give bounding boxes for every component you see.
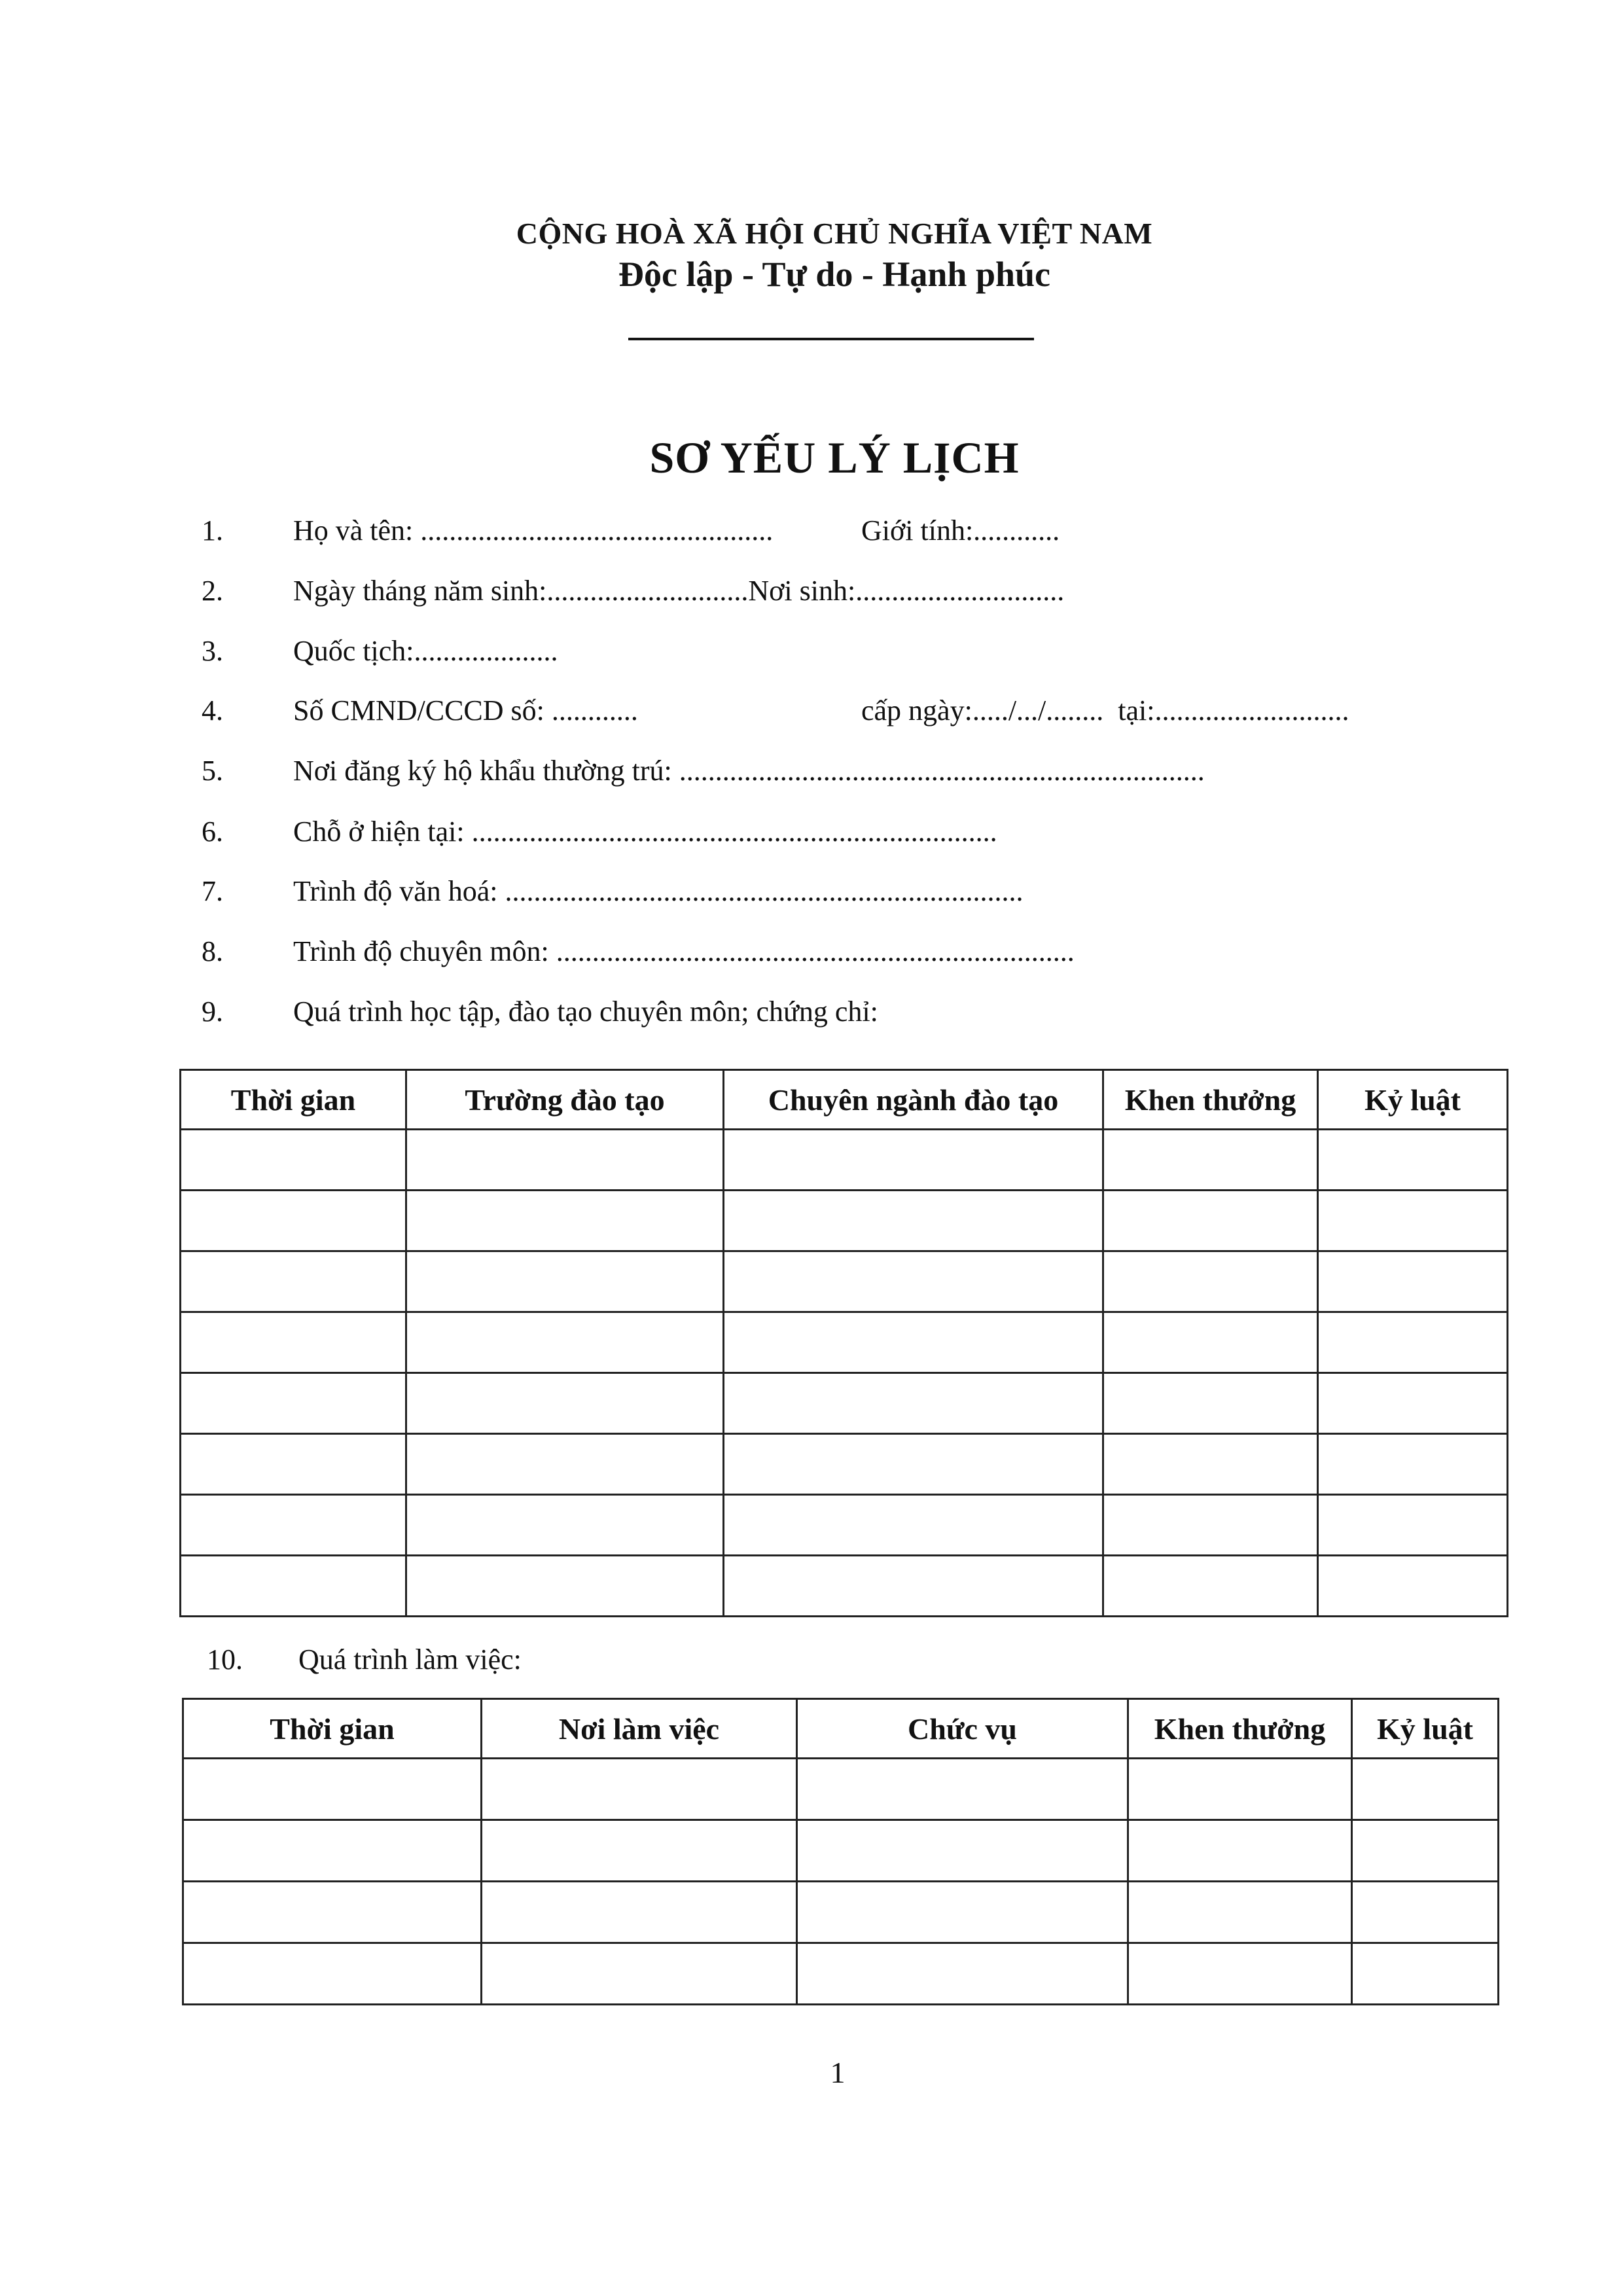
table-cell[interactable] [1352, 1943, 1499, 2005]
field-number: 5. [202, 755, 223, 787]
field-id-number: Số CMND/CCCD số: ............ [293, 694, 638, 726]
table-cell[interactable] [406, 1312, 724, 1373]
field-nationality: Quốc tịch:.................... [293, 635, 558, 667]
table-cell[interactable] [1103, 1251, 1318, 1312]
table-cell[interactable] [181, 1312, 406, 1373]
table-row [181, 1434, 1508, 1495]
table-cell[interactable] [181, 1556, 406, 1617]
table-cell[interactable] [181, 1130, 406, 1191]
table-cell[interactable] [406, 1434, 724, 1495]
heading-divider [628, 338, 1034, 340]
table-cell[interactable] [482, 1759, 797, 1820]
field-number: 9. [202, 996, 223, 1028]
table-row [181, 1495, 1508, 1556]
table-cell[interactable] [482, 1943, 797, 2005]
field-current-residence: Chỗ ở hiện tại: ......................................................................... [293, 816, 997, 848]
table-cell[interactable] [1103, 1130, 1318, 1191]
column-header: Thời gian [183, 1699, 482, 1759]
table-cell[interactable] [406, 1495, 724, 1556]
column-header: Khen thưởng [1103, 1070, 1318, 1130]
table-row [181, 1556, 1508, 1617]
table-cell[interactable] [1103, 1495, 1318, 1556]
table-cell[interactable] [1318, 1373, 1508, 1434]
table-cell[interactable] [482, 1820, 797, 1882]
column-header: Kỷ luật [1318, 1070, 1508, 1130]
table-row [183, 1820, 1499, 1882]
table-row [181, 1251, 1508, 1312]
table-cell[interactable] [724, 1130, 1103, 1191]
table-row [183, 1882, 1499, 1943]
table-cell[interactable] [183, 1943, 482, 2005]
table-row [181, 1191, 1508, 1251]
table-cell[interactable] [1128, 1882, 1352, 1943]
table-cell[interactable] [1318, 1130, 1508, 1191]
table-cell[interactable] [1103, 1434, 1318, 1495]
table-cell[interactable] [1318, 1495, 1508, 1556]
table-cell[interactable] [1318, 1434, 1508, 1495]
field-number: 4. [202, 694, 223, 726]
field-gender: Giới tính:............ [861, 514, 1060, 547]
table-cell[interactable] [181, 1434, 406, 1495]
column-header: Nơi làm việc [482, 1699, 797, 1759]
field-number: 6. [202, 816, 223, 848]
field-number: 7. [202, 875, 223, 907]
table-cell[interactable] [1103, 1373, 1318, 1434]
column-header: Kỷ luật [1352, 1699, 1499, 1759]
field-number: 2. [202, 575, 223, 607]
table-cell[interactable] [406, 1556, 724, 1617]
table-cell[interactable] [724, 1312, 1103, 1373]
table-cell[interactable] [724, 1191, 1103, 1251]
table-cell[interactable] [1352, 1882, 1499, 1943]
table-row [181, 1130, 1508, 1191]
table-cell[interactable] [797, 1820, 1128, 1882]
table-row [181, 1312, 1508, 1373]
table-cell[interactable] [1103, 1556, 1318, 1617]
table-row [181, 1373, 1508, 1434]
field-education-history: Quá trình học tập, đào tạo chuyên môn; chứng chỉ: [293, 996, 878, 1028]
table-cell[interactable] [482, 1882, 797, 1943]
field-id-issue: cấp ngày:...../.../........ tại:........................... [861, 694, 1349, 726]
table-cell[interactable] [183, 1759, 482, 1820]
education-table [179, 1069, 1508, 1617]
table-cell[interactable] [183, 1882, 482, 1943]
column-header: Thời gian [181, 1070, 406, 1130]
page-number: 1 [830, 2056, 846, 2089]
table-cell[interactable] [406, 1130, 724, 1191]
table-cell[interactable] [724, 1556, 1103, 1617]
table-cell[interactable] [724, 1251, 1103, 1312]
field-professional-level: Trình độ chuyên môn: ........................................................................ [293, 935, 1075, 967]
table-cell[interactable] [1128, 1943, 1352, 2005]
table-cell[interactable] [1318, 1191, 1508, 1251]
table-cell[interactable] [724, 1495, 1103, 1556]
table-cell[interactable] [181, 1495, 406, 1556]
table-cell[interactable] [183, 1820, 482, 1882]
table-header-row [181, 1070, 1508, 1130]
table-cell[interactable] [181, 1251, 406, 1312]
table-cell[interactable] [797, 1943, 1128, 2005]
field-number: 8. [202, 935, 223, 967]
field-number: 1. [202, 514, 223, 547]
table-header-row [183, 1699, 1499, 1759]
table-cell[interactable] [724, 1373, 1103, 1434]
table-cell[interactable] [1352, 1759, 1499, 1820]
column-header: Chuyên ngành đào tạo [724, 1070, 1103, 1130]
table-cell[interactable] [406, 1191, 724, 1251]
table-cell[interactable] [797, 1759, 1128, 1820]
table-cell[interactable] [1128, 1759, 1352, 1820]
column-header: Trường đào tạo [406, 1070, 724, 1130]
table-cell[interactable] [406, 1373, 724, 1434]
table-cell[interactable] [406, 1251, 724, 1312]
table-cell[interactable] [1352, 1820, 1499, 1882]
table-cell[interactable] [1103, 1191, 1318, 1251]
work-table [182, 1698, 1499, 2005]
field-full-name: Họ và tên: ................................................. [293, 514, 774, 547]
field-education-level: Trình độ văn hoá: ........................................................................ [293, 875, 1024, 907]
table-row [183, 1943, 1499, 2005]
document-title: SƠ YẾU LÝ LỊCH [649, 433, 1020, 482]
table-cell[interactable] [1103, 1312, 1318, 1373]
table-cell[interactable] [181, 1191, 406, 1251]
table-cell[interactable] [1318, 1251, 1508, 1312]
field-birth: Ngày tháng năm sinh:............................Nơi sinh:............................. [293, 575, 1065, 607]
table-cell[interactable] [1318, 1556, 1508, 1617]
field-work-history: Quá trình làm việc: [298, 1643, 522, 1676]
table-cell[interactable] [1318, 1312, 1508, 1373]
column-header: Khen thưởng [1128, 1699, 1352, 1759]
nation-heading: CỘNG HOÀ XÃ HỘI CHỦ NGHĨA VIỆT NAM [516, 217, 1153, 250]
table-cell[interactable] [797, 1882, 1128, 1943]
column-header: Chức vụ [797, 1699, 1128, 1759]
field-number: 3. [202, 635, 223, 667]
motto-heading: Độc lập - Tự do - Hạnh phúc [618, 255, 1051, 294]
table-cell[interactable] [724, 1434, 1103, 1495]
field-number: 10. [207, 1643, 243, 1676]
field-registered-residence: Nơi đăng ký hộ khẩu thường trú: ......................................................................... [293, 755, 1205, 787]
table-row [183, 1759, 1499, 1820]
table-cell[interactable] [181, 1373, 406, 1434]
table-cell[interactable] [1128, 1820, 1352, 1882]
